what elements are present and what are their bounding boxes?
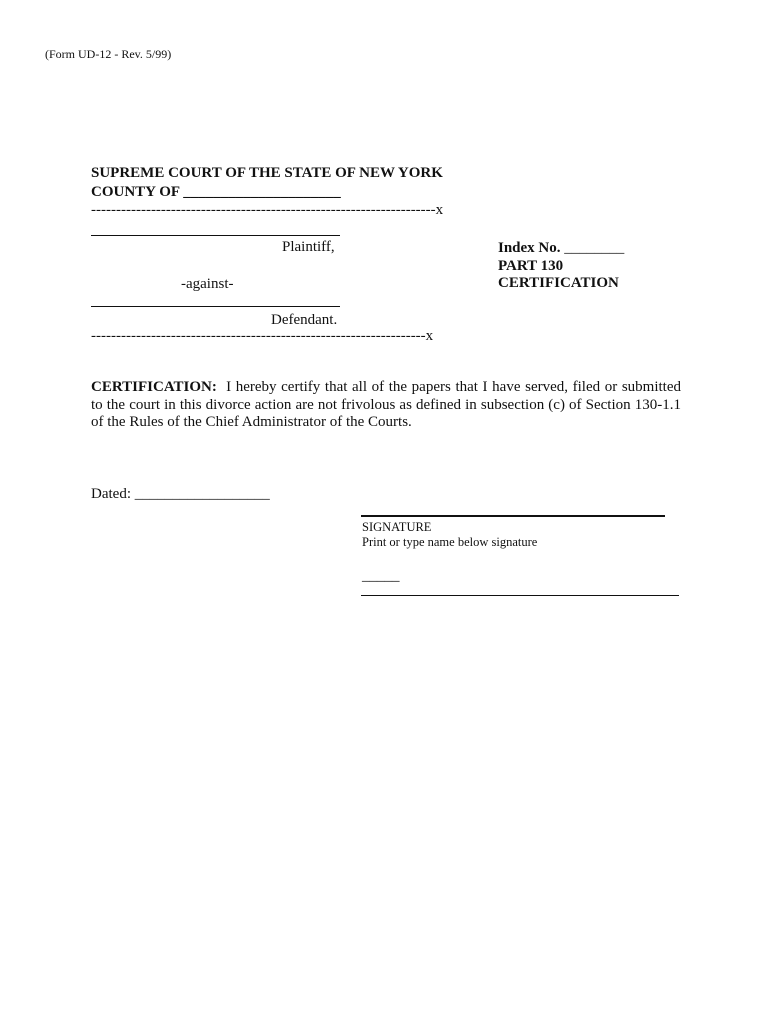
county-blank[interactable]: _____________________ <box>183 184 341 200</box>
court-name: SUPREME COURT OF THE STATE OF NEW YORK <box>91 165 443 181</box>
dated-line <box>91 486 270 503</box>
certification-paragraph <box>91 379 681 432</box>
plaintiff-name-line[interactable] <box>91 235 340 236</box>
defendant-name-line[interactable] <box>91 306 340 307</box>
against-label: -against- <box>181 276 234 292</box>
plaintiff-label: Plaintiff, <box>282 239 335 255</box>
certification-title: CERTIFICATION <box>498 275 619 291</box>
county-line <box>91 184 341 201</box>
signature-hint: Print or type name below signature <box>362 535 538 549</box>
form-number: (Form UD-12 - Rev. 5/99) <box>45 47 172 61</box>
index-blank[interactable]: ________ <box>564 240 625 256</box>
index-line <box>498 240 624 257</box>
part-label: PART 130 <box>498 258 564 274</box>
printed-name-line[interactable] <box>361 595 679 596</box>
certification-lead: CERTIFICATION: <box>91 379 217 395</box>
caption-dash-top: ---------------------------------------------------------------------x <box>91 202 444 218</box>
county-label: COUNTY OF <box>91 184 180 200</box>
dated-label: Dated: <box>91 486 131 502</box>
index-label: Index No. <box>498 240 561 256</box>
caption-dash-bottom: -------------------------------------------------------------------x <box>91 328 434 344</box>
defendant-label: Defendant. <box>271 312 338 328</box>
dated-blank[interactable]: __________________ <box>134 486 270 502</box>
signature-line[interactable] <box>361 515 665 517</box>
signature-label: SIGNATURE <box>362 520 432 534</box>
short-blank[interactable]: _____ <box>362 568 400 584</box>
certification-body: I hereby certify that all of the papers that I have served, filed or submitted to the court in this divorce action are not frivolous as defined in subsection (c) of Section 130-1.1 of the Rules of the Chief Administrator of the Courts. <box>91 379 681 430</box>
